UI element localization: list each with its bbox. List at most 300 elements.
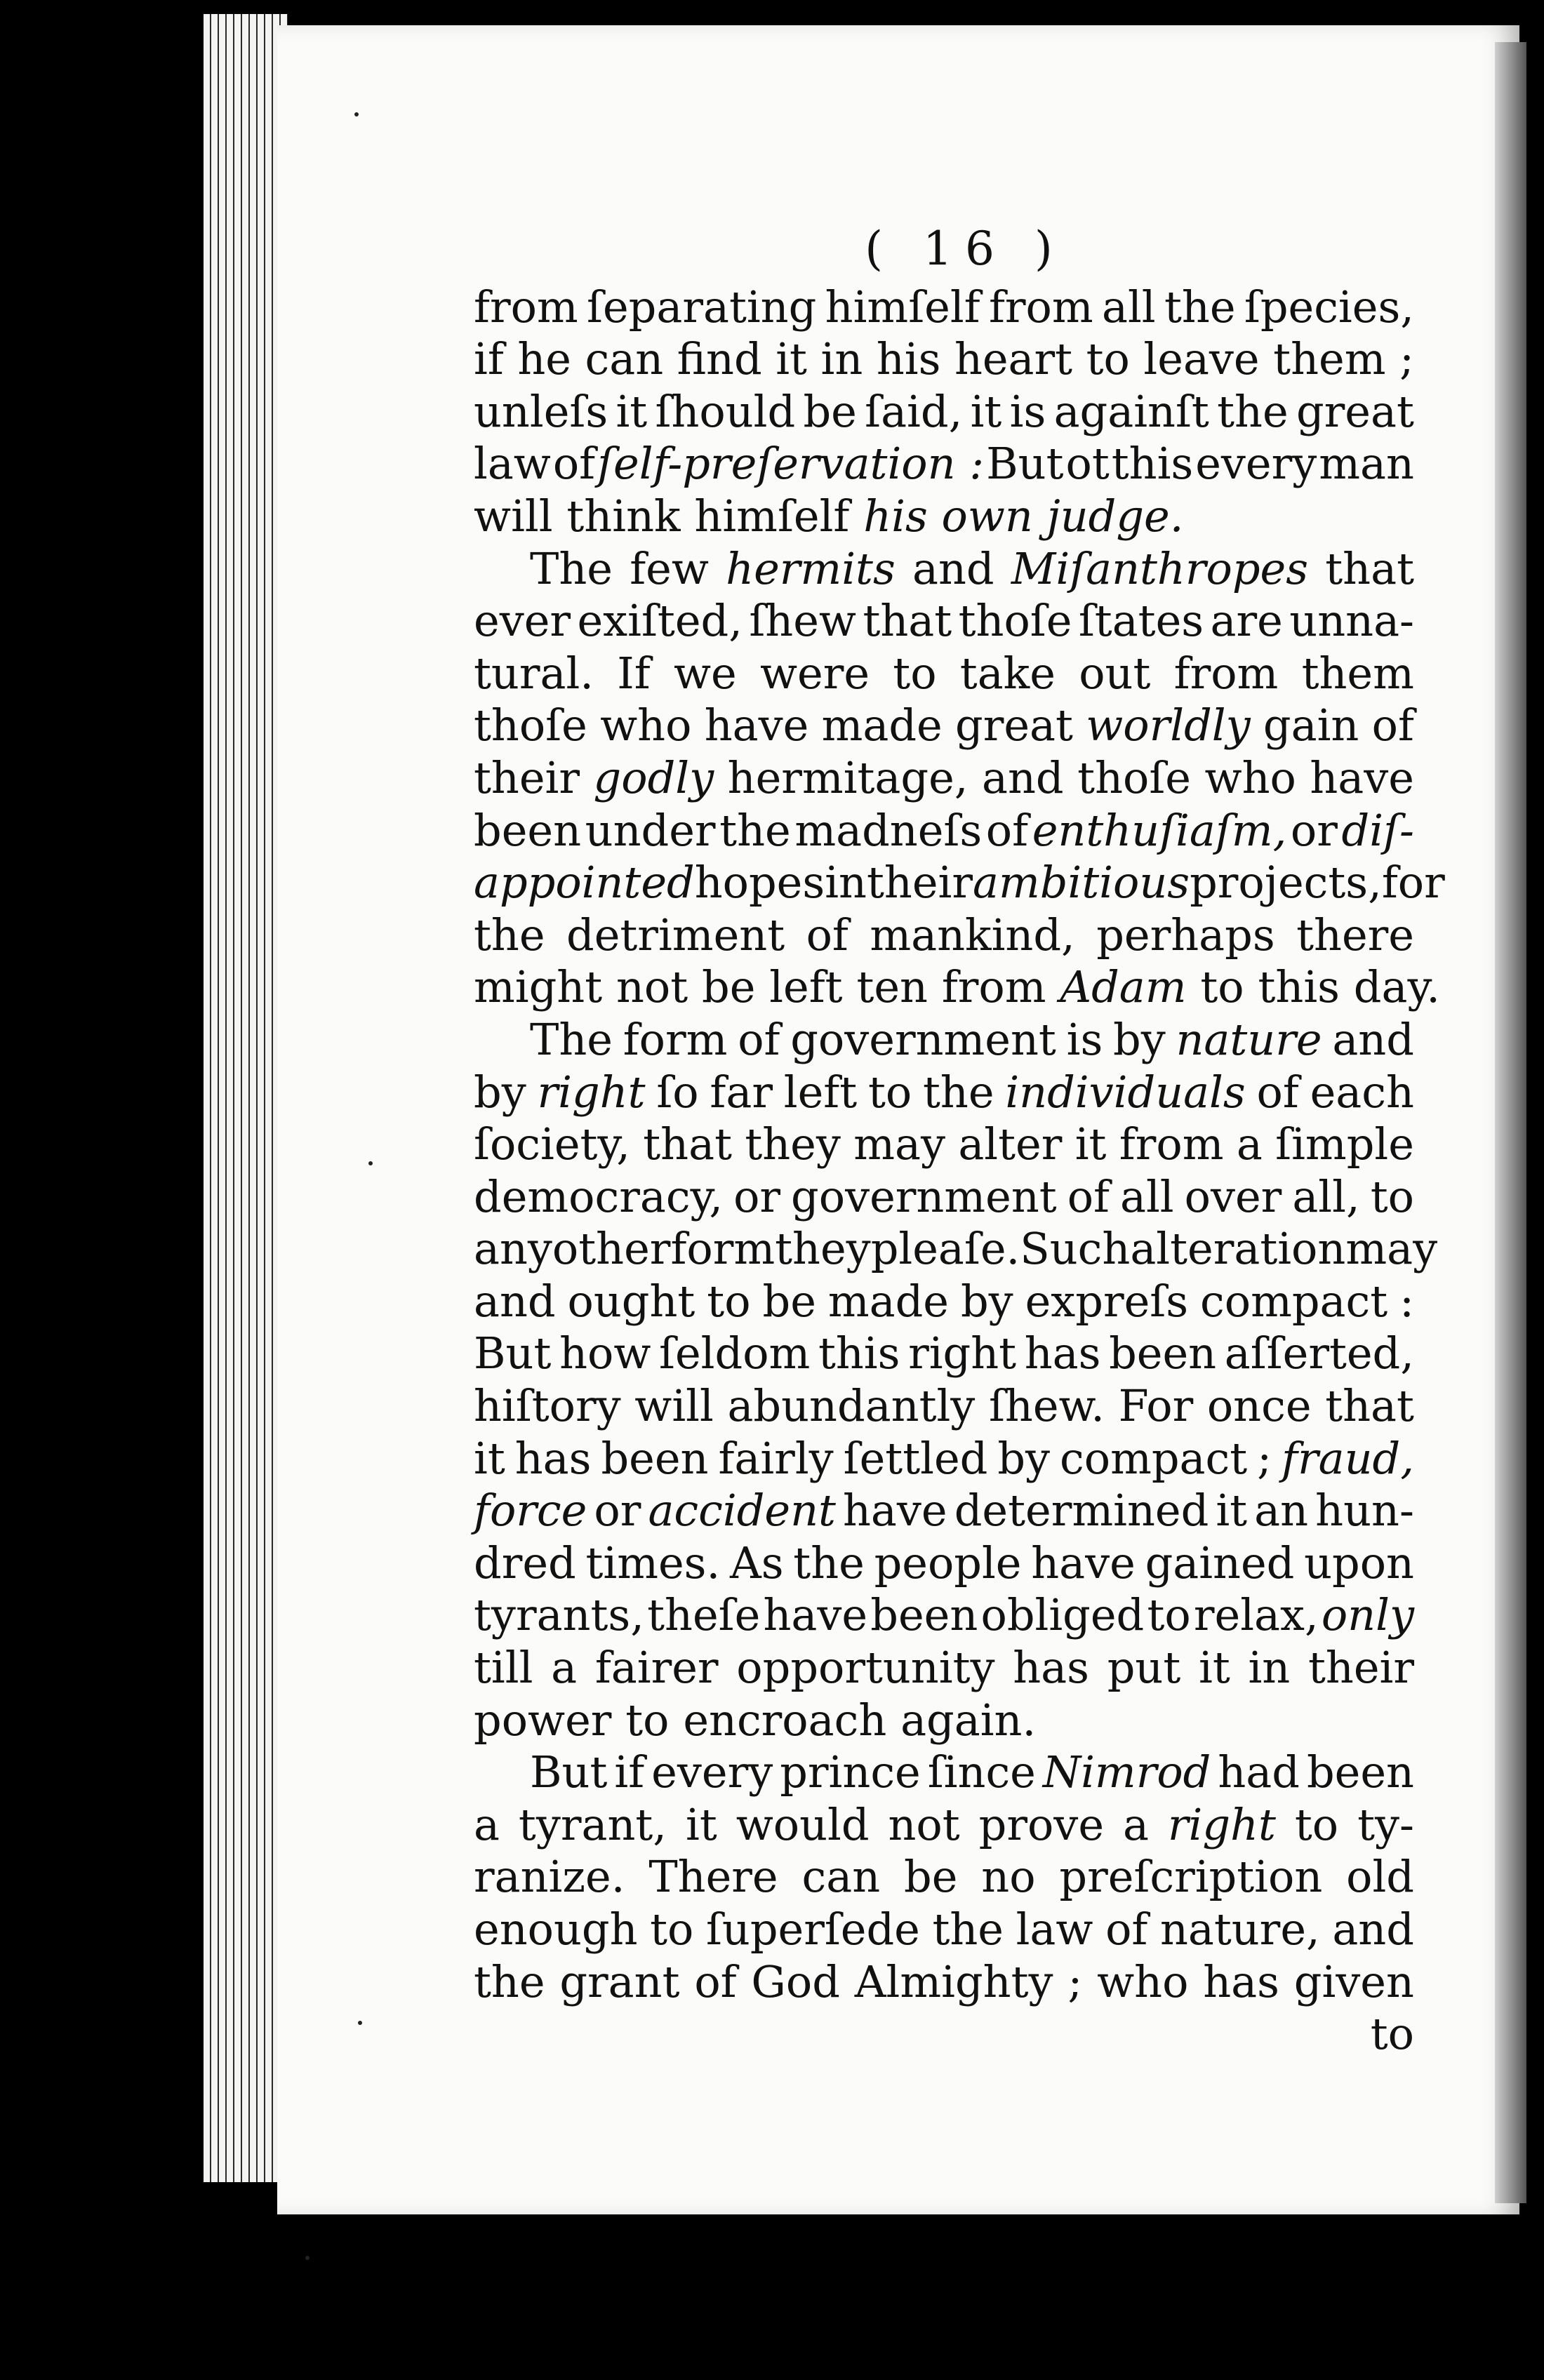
word: be (904, 1851, 958, 1903)
word: grant (559, 1956, 680, 2007)
word: ſeldom (659, 1328, 811, 1379)
word: gained (1145, 1537, 1295, 1589)
word: have (763, 1589, 868, 1641)
word: how (559, 1328, 651, 1379)
word: obliged (980, 1589, 1145, 1641)
word: times. (585, 1537, 721, 1589)
word: they (775, 1223, 871, 1275)
italic-word: ſelf-preſervation : (597, 438, 985, 490)
ink-speck (358, 2021, 362, 2025)
word: made (821, 700, 943, 751)
word: of (738, 1013, 780, 1065)
word: been (474, 804, 582, 856)
word: may (853, 1118, 946, 1170)
word: perhaps (1096, 909, 1275, 961)
word: ſeparating (587, 281, 817, 333)
word: ſo (656, 1066, 699, 1118)
word: been (601, 1432, 709, 1484)
word: who (1204, 751, 1296, 803)
word: pleaſe. (870, 1223, 1020, 1275)
italic-word: Miſanthropes (1011, 542, 1309, 594)
word: put (1107, 1642, 1181, 1694)
word: and (1332, 1013, 1414, 1065)
body-text (474, 281, 1445, 2009)
word: of (806, 909, 848, 961)
word: The (530, 542, 613, 594)
word: ; (1399, 333, 1414, 385)
text-line (474, 1328, 1414, 1380)
word: will (634, 1380, 714, 1432)
word: any (474, 1223, 552, 1275)
word: to (707, 1275, 751, 1327)
italic-word: appointed (474, 857, 695, 909)
word: the (1164, 281, 1236, 333)
word: and (474, 1275, 556, 1327)
word: old (1346, 1851, 1414, 1903)
word: ten (856, 961, 928, 1013)
word: abundantly (727, 1380, 976, 1432)
word: ought (567, 1275, 696, 1327)
word: each (1310, 1066, 1414, 1118)
italic-word: nature (1176, 1013, 1322, 1065)
word: theſe (647, 1589, 761, 1641)
word: in (1248, 1642, 1291, 1694)
word: have (1031, 1537, 1136, 1589)
text-line (474, 1223, 1438, 1276)
word: mankind, (870, 909, 1075, 961)
italic-word: right (537, 1066, 646, 1118)
word: that (1325, 542, 1414, 594)
word: As (729, 1537, 784, 1589)
word: it (970, 385, 1002, 437)
word: of (552, 438, 596, 490)
word: The (530, 1013, 613, 1065)
word: ſettled (843, 1432, 988, 1484)
word: of (1067, 1170, 1110, 1222)
word: left (769, 961, 843, 1013)
word: nature, (1159, 1904, 1320, 1955)
word: to (1370, 1170, 1414, 1222)
word: made (827, 1275, 949, 1327)
word: democracy, (474, 1170, 724, 1222)
text-line (474, 1067, 1414, 1119)
word: every (651, 1746, 773, 1798)
text-line (474, 909, 1414, 962)
word: : (1399, 1275, 1414, 1327)
word: it (1216, 1485, 1248, 1537)
word: opportunity (736, 1642, 995, 1694)
word: ſpecies, (1244, 281, 1414, 333)
word: every (1195, 438, 1317, 490)
word: againſt (1053, 385, 1209, 437)
word: himſelf (825, 281, 980, 333)
word: thoſe (1077, 751, 1191, 803)
word: power (474, 1694, 612, 1746)
word: given (1293, 1956, 1414, 2007)
word: There (648, 1851, 778, 1903)
word: has (1013, 1642, 1089, 1694)
word: have (704, 700, 809, 751)
word: no (981, 1851, 1036, 1903)
word: been (1109, 1328, 1217, 1379)
italic-word: Nimrod (1042, 1746, 1211, 1798)
word: may (1345, 1223, 1438, 1275)
word: of (1371, 700, 1414, 751)
word: out (1079, 647, 1151, 699)
text-line (474, 490, 1414, 543)
word: For (1118, 1380, 1194, 1432)
word: them (1301, 647, 1414, 699)
word: of (985, 804, 1029, 856)
word: or (594, 1485, 641, 1537)
word: man (1319, 438, 1414, 490)
word: till (474, 1642, 533, 1694)
word: thoſe (474, 700, 587, 751)
word: prince (780, 1746, 921, 1798)
text-line (474, 961, 1440, 1014)
word: he (517, 333, 571, 385)
word: think (566, 490, 681, 542)
word: and (912, 542, 994, 594)
word: hopes (694, 857, 825, 909)
word: dred (474, 1537, 576, 1589)
word: his (876, 333, 941, 385)
word: not (615, 961, 688, 1013)
text-line (474, 1485, 1414, 1537)
word: a (1122, 1798, 1149, 1850)
word: be (803, 385, 857, 437)
word: ſhew. (988, 1380, 1105, 1432)
word: great (955, 700, 1073, 751)
italic-word: right (1167, 1798, 1276, 1850)
word: expreſs (1025, 1275, 1189, 1327)
word: gain (1263, 700, 1359, 751)
word: been (870, 1589, 978, 1641)
word: of (1256, 1066, 1299, 1118)
word: heart (954, 333, 1073, 385)
word: over (1184, 1170, 1282, 1222)
word: has (1024, 1328, 1101, 1379)
word: to (1086, 333, 1130, 385)
word: But (474, 1328, 552, 1379)
word: and (1332, 1904, 1414, 1955)
word: or (1290, 804, 1338, 856)
word: to (1200, 961, 1244, 1013)
word: the (719, 804, 791, 856)
word: of (694, 1956, 737, 2007)
word: to (625, 1694, 670, 1746)
text-line (474, 333, 1414, 386)
word: government (790, 1013, 1056, 1065)
word: their (474, 751, 580, 803)
word: ſaid, (865, 385, 963, 437)
page-fore-edge-shadow (1495, 42, 1526, 2203)
text-line (474, 752, 1414, 805)
word: compact (1060, 1432, 1248, 1484)
word: from (941, 961, 1046, 1013)
word: preſcription (1059, 1851, 1323, 1903)
italic-word: his own judge. (863, 490, 1184, 542)
word: to (1294, 1798, 1339, 1850)
ink-speck (368, 1161, 373, 1165)
text-line (474, 1433, 1414, 1485)
italic-word: worldly (1086, 700, 1251, 751)
word: all (1102, 281, 1156, 333)
word: this (818, 1328, 900, 1379)
word: this (1111, 438, 1194, 490)
word: ; (1257, 1432, 1272, 1484)
word: who (600, 700, 692, 751)
word: them (1273, 333, 1386, 385)
word: to (867, 1066, 912, 1118)
word: madneſs (794, 804, 983, 856)
text-line (474, 1171, 1414, 1224)
word: if (474, 333, 504, 385)
italic-word: fraud, (1282, 1432, 1414, 1484)
word: determined (954, 1485, 1209, 1537)
word: tyrant, (518, 1798, 667, 1850)
word: by (960, 1275, 1013, 1327)
text-line (474, 1589, 1414, 1642)
word: or (733, 1170, 781, 1222)
text-line (474, 700, 1414, 752)
word: hiſtory (474, 1380, 621, 1432)
word: they (745, 1118, 841, 1170)
word: a (551, 1642, 578, 1694)
text-line (474, 1851, 1414, 1904)
word: been (1306, 1746, 1414, 1798)
word: law (1016, 1904, 1093, 1955)
word: far (710, 1066, 773, 1118)
word: all (1120, 1170, 1174, 1222)
ink-speck (305, 2256, 310, 2260)
word: enough (474, 1904, 638, 1955)
word: who (1097, 1956, 1189, 2007)
word: their (1307, 1642, 1414, 1694)
word: has (1203, 1956, 1279, 2007)
word: by (1113, 1013, 1166, 1065)
text-line (474, 1642, 1414, 1694)
word: there (1296, 909, 1414, 961)
word: alteration (1130, 1223, 1346, 1275)
word: aſſerted, (1224, 1328, 1414, 1379)
word: can (801, 1851, 881, 1903)
word: ſociety, (474, 1118, 630, 1170)
word: If (617, 647, 651, 699)
word: the (932, 1904, 1004, 1955)
word: not (888, 1798, 960, 1850)
word: ; (1067, 1956, 1083, 2007)
word: to (893, 647, 937, 699)
word: might (474, 961, 603, 1013)
word: ſtates (1078, 595, 1204, 647)
ink-speck (354, 112, 359, 116)
word: to (1147, 1589, 1191, 1641)
word: it (474, 1432, 505, 1484)
word: unleſs (474, 385, 608, 437)
word: once (1206, 1380, 1312, 1432)
word: tural. (474, 647, 594, 699)
word: find (677, 333, 762, 385)
word: relax, (1193, 1589, 1319, 1641)
word: ſhew (749, 595, 856, 647)
word: Such (1020, 1223, 1131, 1275)
word: under (585, 804, 716, 856)
word: a (474, 1798, 500, 1850)
text-line (474, 1956, 1414, 2009)
word: ſuperſede (705, 1904, 920, 1955)
word: has (514, 1432, 592, 1484)
word: had (1218, 1746, 1300, 1798)
word: hun- (1315, 1485, 1414, 1537)
word: ty- (1357, 1798, 1414, 1850)
word: the (923, 1066, 994, 1118)
text-line (474, 1014, 1414, 1067)
word: ot (1065, 438, 1110, 490)
word: are (1210, 595, 1283, 647)
word: all, (1292, 1170, 1360, 1222)
word: other (552, 1223, 671, 1275)
word: tyrants, (474, 1589, 644, 1641)
word: day. (1353, 961, 1440, 1013)
word: it (1198, 1642, 1230, 1694)
word: upon (1304, 1537, 1414, 1589)
italic-word: godly (593, 751, 714, 803)
text-line (474, 1118, 1414, 1171)
word: fairly (718, 1432, 834, 1484)
word: would (736, 1798, 870, 1850)
page-edges (204, 14, 288, 2182)
italic-word: individuals (1005, 1066, 1246, 1118)
word: ſimple (1275, 1118, 1414, 1170)
word: great (1296, 385, 1414, 437)
text-line (474, 386, 1414, 439)
word: that (643, 1118, 732, 1170)
word: be (702, 961, 756, 1013)
word: few (630, 542, 709, 594)
word: But (986, 438, 1064, 490)
text-line (474, 1537, 1414, 1590)
word: unna- (1289, 595, 1414, 647)
text-line (474, 281, 1414, 334)
word: that (863, 595, 952, 647)
word: it (685, 1798, 717, 1850)
word: leave (1143, 333, 1260, 385)
word: people (874, 1537, 1022, 1589)
word: the (474, 909, 545, 961)
word: in (825, 857, 867, 909)
word: from (1119, 1118, 1224, 1170)
text-line (474, 1799, 1414, 1852)
text-line (474, 1276, 1414, 1328)
text-line (474, 1694, 1414, 1747)
word: from (474, 281, 578, 333)
word: ranize. (474, 1851, 625, 1903)
word: compact (1200, 1275, 1388, 1327)
word: But (530, 1746, 608, 1798)
italic-word: accident (648, 1485, 836, 1537)
word: were (759, 647, 870, 699)
text-line (474, 1904, 1414, 1956)
word: is (1066, 1013, 1103, 1065)
word: it (1074, 1118, 1107, 1170)
word: law (474, 438, 551, 490)
text-block (474, 222, 1445, 2061)
word: by (474, 1066, 526, 1118)
word: detriment (566, 909, 785, 961)
word: have (843, 1485, 947, 1537)
word: form (670, 1223, 776, 1275)
word: thoſe (958, 595, 1072, 647)
word: again. (900, 1694, 1037, 1746)
italic-word: Adam (1060, 961, 1187, 1013)
word: alter (958, 1118, 1063, 1170)
word: right (908, 1328, 1017, 1379)
word: we (673, 647, 737, 699)
word: Almighty (854, 1956, 1053, 2007)
word: fairer (594, 1642, 719, 1694)
word: it (776, 333, 807, 385)
word: for (1381, 857, 1445, 909)
running-head: ( 16 ) (865, 222, 1065, 276)
word: from (1173, 647, 1279, 699)
word: the (793, 1537, 865, 1589)
word: have (1310, 751, 1414, 803)
word: a (1236, 1118, 1263, 1170)
italic-word: enthuſiaſm, (1032, 804, 1287, 856)
word: of (1105, 1904, 1148, 1955)
word: the (474, 1956, 545, 2007)
word: exiſted, (577, 595, 743, 647)
word: and (982, 751, 1064, 803)
text-line (474, 1746, 1414, 1799)
italic-word: ambitious (972, 857, 1190, 909)
word: prove (978, 1798, 1105, 1850)
word: left (783, 1066, 858, 1118)
word: the (1217, 385, 1289, 437)
word: be (762, 1275, 816, 1327)
text-line (474, 543, 1414, 596)
word: from (988, 281, 1093, 333)
word: to (650, 1904, 694, 1955)
text-line (474, 648, 1414, 700)
italic-word: hermits (726, 542, 896, 594)
word: hermitage, (727, 751, 969, 803)
word: ever (474, 595, 571, 647)
word: ſhould (655, 385, 796, 437)
word: their (866, 857, 973, 909)
italic-word: diſ- (1341, 804, 1414, 856)
word: it (615, 385, 648, 437)
word: will (474, 490, 553, 542)
word: if (614, 1746, 645, 1798)
word: projects, (1190, 857, 1382, 909)
word: government (791, 1170, 1057, 1222)
text-line (474, 595, 1414, 648)
text-line (474, 857, 1445, 909)
word: in (820, 333, 863, 385)
text-line (474, 438, 1414, 490)
text-line (474, 1380, 1414, 1433)
word: can (585, 333, 664, 385)
word: that (1325, 1380, 1414, 1432)
word: take (959, 647, 1056, 699)
word: himſelf (694, 490, 850, 542)
italic-word: only (1321, 1589, 1414, 1641)
word: encroach (683, 1694, 887, 1746)
word: is (1009, 385, 1046, 437)
italic-word: force (474, 1485, 587, 1537)
